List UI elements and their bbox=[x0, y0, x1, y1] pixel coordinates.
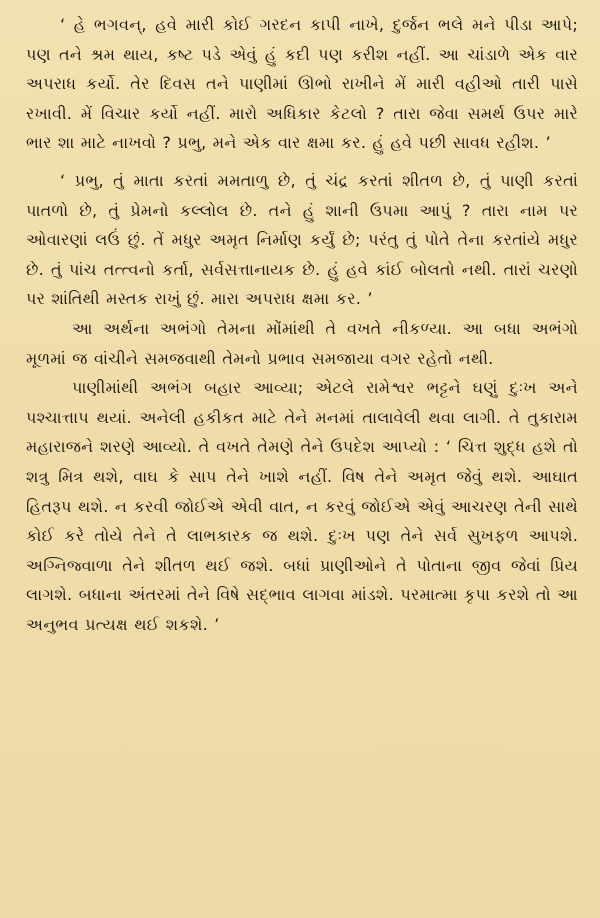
paragraph-teaching: પાણીમાંથી અભંગ બહાર આવ્યા; એટલે રામેશ્વર ભટ્ટને ઘણું દુઃખ અને પશ્ચાત્તાપ થયાં. અનેલી હકીકત માટે તેને મનમાં તાલાવેલી થવા લાગી. તે તુકારામ મહારાજને શરણે આવ્યો. તે વખતે તેમણે તેને ઉપદેશ આપ્યો : ‘ ચિત્ત શુદ્ધ હશે તો શત્રુ મિત્ર થશે, વાઘ કે સાપ તેને ખાશે નહીં. વિષ તેને અમૃત જેવું થશે. આઘાત હિતરૂપ થશે. ન કરવી જોઈએ એવી વાત, ન કરવું જોઈએ એવું આચરણ તેની સાથે કોઈ કરે તોયે તેને તે લાભકારક જ થશે. દુઃખ પણ તેને સર્વ સુખફળ આપશે. અગ્નિજ્વાળા તેને શીતળ થઈ જશે. બધાં પ્રાણીઓને તે પોતાના જીવ જેવાં પ્રિય લાગશે. બધાના અંતરમાં તેને વિષે સદ્ભાવ લાગવા માંડશે. પરમાત્મા કૃપા કરશે તો આ અનુભવ પ્રત્યક્ષ થઈ શકશે. ’ bbox=[26, 378, 578, 634]
paragraph-prayer-2: ‘ પ્રભુ, તું માતા કરતાં મમતાળુ છે, તું ચંદ્ર કરતાં શીતળ છે, તું પાણી કરતાં પાતળો છે, તું પ્રેમનો કલ્લોલ છે. તને હું શાની ઉપમા આપું ? તારા નામ પર ઓવારણાં લઉં છું. તેં મધુર અમૃત નિર્માણ કર્યું છે; પરંતુ તું પોતે તેના કરતાંયે મધુર છે. તું પાંચ તત્ત્વનો કર્તા, સર્વસત્તાનાયક છે. હું હવે કાંઈ બોલતો નથી. તારાં ચરણો પર શાંતિથી મસ્તક રાખું છું. મારા અપરાધ ક્ષમા કર. ’ bbox=[26, 170, 578, 309]
paragraph-prayer-1: ‘ હે ભગવન્, હવે મારી કોઈ ગરદન કાપી નાખે, દુર્જન ભલે મને પીડા આપે; પણ તને શ્રમ થાય, કષ્ટ પડે એવું હું કદી પણ કરીશ નહીં. આ ચાંડાળે એક વાર અપરાધ કર્યો. તેર દિવસ તને પાણીમાં ઊભો રાખીને મેં મારી વહીઓ તારી પાસે રખાવી. મેં વિચાર કર્યો નહીં. મારો અધિકાર કેટલો ? તારા જેવા સમર્થ ઉપર મારે ભાર શા માટે નાખવો ? પ્રભુ, મને એક વાર ક્ષમા કર. હું હવે પછી સાવધ રહીશ. ’ bbox=[26, 15, 578, 153]
paragraph-narration: આ અર્થના અભંગો તેમના મોંમાંથી તે વખતે નીકળ્યા. આ બધા અભંગો મૂળમાં જ વાંચીને સમજવાથી તેમનો પ્રભાવ સમજાયા વગર રહેતો નથી. bbox=[26, 318, 578, 368]
